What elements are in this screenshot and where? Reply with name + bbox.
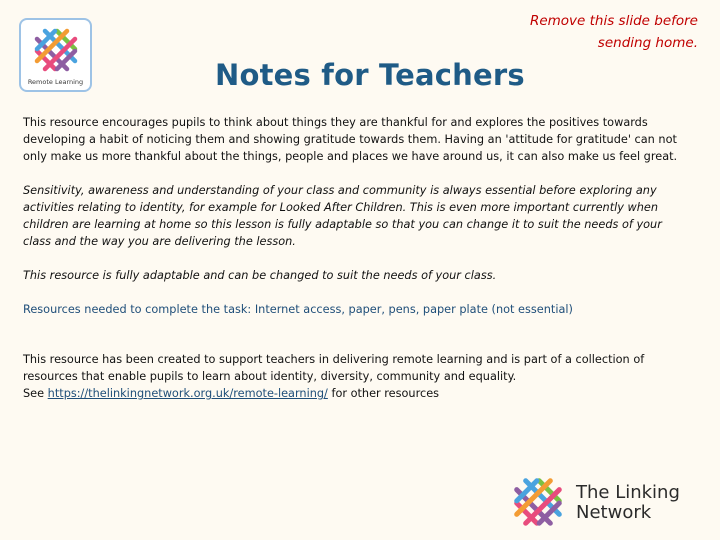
notes-body [23,114,693,402]
remove-slide-note [468,10,698,54]
intro-paragraph: This resource encourages pupils to think about things they are thankful for and explores the positives towards developing a habit of noticing them and showing gratitude towards them. Having an 'attitude for gratitude' can not only make us more thankful about the things, people and places we have around us, it can also make us feel great. [23,116,678,163]
see-line [23,385,693,402]
remove-note-line2: sending home. [597,35,698,51]
see-prefix: See [23,387,48,400]
see-suffix: for other resources [327,387,440,400]
woven-logo-icon [510,474,566,530]
brand-line2: Network [576,502,652,523]
badge-label: Remote Learning [27,78,84,86]
sensitivity-paragraph: Sensitivity, awareness and understanding of your class and community is always essential before exploring any activities relating to identity, for example for Looked After Children. This is even more important currently when children are learning at home so this lesson is fully adaptable so that you can change it to suit the needs of your class and the way you are delivering the lesson. [23,184,662,248]
support-paragraph [23,351,693,402]
brand-line1: The Linking [576,482,680,503]
remote-learning-link[interactable]: https://thelinkingnetwork.org.uk/remote-learning/ [47,387,328,400]
remote-learning-badge [19,18,92,92]
linking-network-logo [510,474,700,530]
brand-name [576,483,680,523]
remove-note-line1: Remove this slide before [529,13,698,29]
support-text: This resource has been created to support teachers in delivering remote learning and is part of a collection of resources that enable pupils to learn about identity, diversity, community and equality. [23,353,645,383]
adaptable-paragraph: This resource is fully adaptable and can be changed to suit the needs of your class. [23,269,497,282]
woven-logo-icon [31,25,81,75]
resources-paragraph: Resources needed to complete the task: Internet access, paper, pens, paper plate (not essential) [23,303,573,316]
page-title: Notes for Teachers [215,58,525,92]
